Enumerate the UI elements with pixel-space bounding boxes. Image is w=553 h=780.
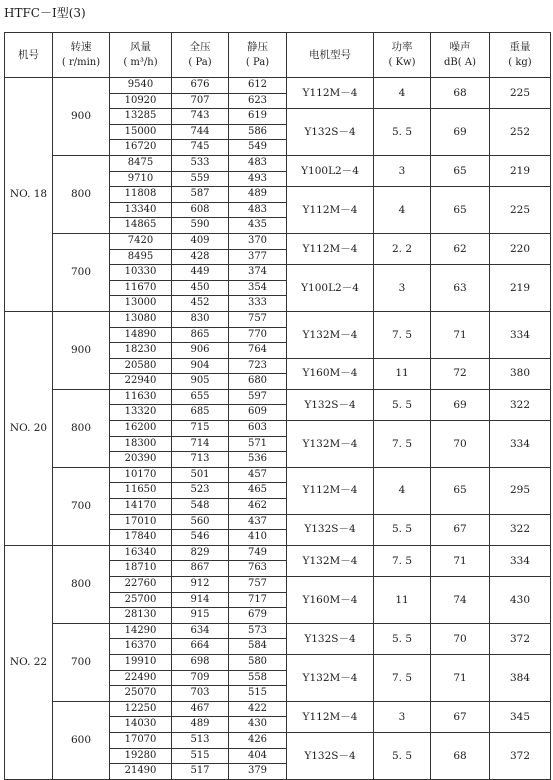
static-pressure-cell: 549 <box>229 140 287 156</box>
weight-cell: 372 <box>490 732 551 779</box>
speed-cell: 700 <box>53 467 110 545</box>
power-cell: 5. 5 <box>374 514 431 545</box>
static-pressure-cell: 749 <box>229 545 287 561</box>
total-pressure-cell: 587 <box>172 187 229 203</box>
noise-cell: 70 <box>431 421 490 468</box>
table-row <box>5 155 551 171</box>
weight-cell: 219 <box>490 265 551 312</box>
static-pressure-cell: 619 <box>229 109 287 125</box>
motor-model-cell: Y112M－4 <box>287 467 374 514</box>
flow-cell: 28130 <box>110 608 172 624</box>
weight-cell: 322 <box>490 514 551 545</box>
total-pressure-cell: 634 <box>172 623 229 639</box>
static-pressure-cell: 612 <box>229 78 287 94</box>
flow-cell: 14865 <box>110 218 172 234</box>
noise-cell: 71 <box>431 654 490 701</box>
total-pressure-cell: 914 <box>172 592 229 608</box>
flow-cell: 9710 <box>110 171 172 187</box>
flow-cell: 7420 <box>110 233 172 249</box>
power-cell: 5. 5 <box>374 732 431 779</box>
noise-cell: 69 <box>431 389 490 420</box>
flow-cell: 11650 <box>110 483 172 499</box>
static-pressure-cell: 462 <box>229 499 287 515</box>
motor-model-cell: Y100L2－4 <box>287 155 374 186</box>
flow-cell: 16370 <box>110 639 172 655</box>
total-pressure-cell: 449 <box>172 265 229 281</box>
flow-cell: 20390 <box>110 452 172 468</box>
header-machine: 机号 <box>5 33 53 78</box>
motor-model-cell: Y132M－4 <box>287 311 374 358</box>
motor-model-cell: Y160M－4 <box>287 358 374 389</box>
table-body <box>5 78 551 780</box>
noise-cell: 74 <box>431 577 490 624</box>
power-cell: 2. 2 <box>374 233 431 264</box>
motor-model-cell: Y112M－4 <box>287 701 374 732</box>
flow-cell: 20580 <box>110 358 172 374</box>
flow-cell: 16340 <box>110 545 172 561</box>
static-pressure-cell: 609 <box>229 405 287 421</box>
static-pressure-cell: 764 <box>229 343 287 359</box>
static-pressure-cell: 584 <box>229 639 287 655</box>
flow-cell: 18300 <box>110 436 172 452</box>
flow-cell: 14170 <box>110 499 172 515</box>
weight-cell: 225 <box>490 187 551 234</box>
static-pressure-cell: 603 <box>229 421 287 437</box>
weight-cell: 322 <box>490 389 551 420</box>
table-row <box>5 467 551 483</box>
static-pressure-cell: 680 <box>229 374 287 390</box>
motor-model-cell: Y100L2－4 <box>287 265 374 312</box>
motor-model-cell: Y160M－4 <box>287 577 374 624</box>
table-row <box>5 623 551 639</box>
flow-cell: 15000 <box>110 124 172 140</box>
weight-cell: 384 <box>490 654 551 701</box>
total-pressure-cell: 452 <box>172 296 229 312</box>
flow-cell: 19280 <box>110 748 172 764</box>
weight-cell: 219 <box>490 155 551 186</box>
power-cell: 5. 5 <box>374 389 431 420</box>
motor-model-cell: Y112M－4 <box>287 187 374 234</box>
static-pressure-cell: 558 <box>229 670 287 686</box>
total-pressure-cell: 685 <box>172 405 229 421</box>
header-motor-model: 电机型号 <box>287 33 374 78</box>
weight-cell: 334 <box>490 311 551 358</box>
power-cell: 3 <box>374 701 431 732</box>
total-pressure-cell: 865 <box>172 327 229 343</box>
static-pressure-cell: 377 <box>229 249 287 265</box>
power-cell: 5. 5 <box>374 623 431 654</box>
static-pressure-cell: 493 <box>229 171 287 187</box>
flow-cell: 18230 <box>110 343 172 359</box>
total-pressure-cell: 703 <box>172 686 229 702</box>
flow-cell: 11808 <box>110 187 172 203</box>
weight-cell: 345 <box>490 701 551 732</box>
total-pressure-cell: 743 <box>172 109 229 125</box>
total-pressure-cell: 904 <box>172 358 229 374</box>
weight-cell: 334 <box>490 545 551 576</box>
static-pressure-cell: 483 <box>229 155 287 171</box>
flow-cell: 14030 <box>110 717 172 733</box>
weight-cell: 372 <box>490 623 551 654</box>
header-speed: 转速 ( r/min) <box>53 33 110 78</box>
flow-cell: 18710 <box>110 561 172 577</box>
flow-cell: 17840 <box>110 530 172 546</box>
weight-cell: 430 <box>490 577 551 624</box>
power-cell: 7. 5 <box>374 311 431 358</box>
total-pressure-cell: 450 <box>172 280 229 296</box>
weight-cell: 295 <box>490 467 551 514</box>
flow-cell: 13000 <box>110 296 172 312</box>
static-pressure-cell: 379 <box>229 764 287 780</box>
total-pressure-cell: 515 <box>172 748 229 764</box>
total-pressure-cell: 912 <box>172 577 229 593</box>
static-pressure-cell: 536 <box>229 452 287 468</box>
speed-cell: 700 <box>53 623 110 701</box>
motor-model-cell: Y132M－4 <box>287 545 374 576</box>
flow-cell: 13320 <box>110 405 172 421</box>
static-pressure-cell: 333 <box>229 296 287 312</box>
noise-cell: 72 <box>431 358 490 389</box>
speed-cell: 800 <box>53 389 110 467</box>
header-flow: 风量 ( m³/h) <box>110 33 172 78</box>
total-pressure-cell: 676 <box>172 78 229 94</box>
weight-cell: 380 <box>490 358 551 389</box>
flow-cell: 8495 <box>110 249 172 265</box>
total-pressure-cell: 501 <box>172 467 229 483</box>
power-cell: 3 <box>374 155 431 186</box>
total-pressure-cell: 830 <box>172 311 229 327</box>
total-pressure-cell: 829 <box>172 545 229 561</box>
power-cell: 4 <box>374 187 431 234</box>
motor-model-cell: Y132S－4 <box>287 514 374 545</box>
static-pressure-cell: 573 <box>229 623 287 639</box>
static-pressure-cell: 354 <box>229 280 287 296</box>
total-pressure-cell: 428 <box>172 249 229 265</box>
static-pressure-cell: 435 <box>229 218 287 234</box>
power-cell: 5. 5 <box>374 109 431 156</box>
total-pressure-cell: 906 <box>172 343 229 359</box>
weight-cell: 252 <box>490 109 551 156</box>
flow-cell: 13285 <box>110 109 172 125</box>
static-pressure-cell: 770 <box>229 327 287 343</box>
table-row <box>5 233 551 249</box>
static-pressure-cell: 430 <box>229 717 287 733</box>
total-pressure-cell: 664 <box>172 639 229 655</box>
static-pressure-cell: 623 <box>229 93 287 109</box>
flow-cell: 22760 <box>110 577 172 593</box>
static-pressure-cell: 465 <box>229 483 287 499</box>
motor-model-cell: Y132S－4 <box>287 623 374 654</box>
power-cell: 3 <box>374 265 431 312</box>
noise-cell: 68 <box>431 732 490 779</box>
flow-cell: 12250 <box>110 701 172 717</box>
flow-cell: 11670 <box>110 280 172 296</box>
total-pressure-cell: 409 <box>172 233 229 249</box>
static-pressure-cell: 580 <box>229 654 287 670</box>
total-pressure-cell: 523 <box>172 483 229 499</box>
fan-spec-table <box>4 32 551 780</box>
flow-cell: 16200 <box>110 421 172 437</box>
total-pressure-cell: 546 <box>172 530 229 546</box>
machine-cell: NO. 20 <box>5 311 53 545</box>
noise-cell: 63 <box>431 265 490 312</box>
flow-cell: 21490 <box>110 764 172 780</box>
total-pressure-cell: 905 <box>172 374 229 390</box>
speed-cell: 800 <box>53 155 110 233</box>
total-pressure-cell: 608 <box>172 202 229 218</box>
flow-cell: 16720 <box>110 140 172 156</box>
flow-cell: 9540 <box>110 78 172 94</box>
total-pressure-cell: 590 <box>172 218 229 234</box>
motor-model-cell: Y132M－4 <box>287 654 374 701</box>
table-row <box>5 389 551 405</box>
static-pressure-cell: 370 <box>229 233 287 249</box>
noise-cell: 67 <box>431 701 490 732</box>
motor-model-cell: Y132S－4 <box>287 389 374 420</box>
total-pressure-cell: 533 <box>172 155 229 171</box>
static-pressure-cell: 571 <box>229 436 287 452</box>
noise-cell: 69 <box>431 109 490 156</box>
machine-cell: NO. 18 <box>5 78 53 312</box>
total-pressure-cell: 744 <box>172 124 229 140</box>
static-pressure-cell: 679 <box>229 608 287 624</box>
header-total-pressure: 全压 ( Pa) <box>172 33 229 78</box>
noise-cell: 65 <box>431 467 490 514</box>
total-pressure-cell: 709 <box>172 670 229 686</box>
flow-cell: 25070 <box>110 686 172 702</box>
total-pressure-cell: 548 <box>172 499 229 515</box>
total-pressure-cell: 867 <box>172 561 229 577</box>
speed-cell: 900 <box>53 78 110 156</box>
static-pressure-cell: 515 <box>229 686 287 702</box>
speed-cell: 700 <box>53 233 110 311</box>
total-pressure-cell: 655 <box>172 389 229 405</box>
flow-cell: 17010 <box>110 514 172 530</box>
flow-cell: 25700 <box>110 592 172 608</box>
total-pressure-cell: 713 <box>172 452 229 468</box>
flow-cell: 14890 <box>110 327 172 343</box>
weight-cell: 225 <box>490 78 551 109</box>
flow-cell: 14290 <box>110 623 172 639</box>
noise-cell: 65 <box>431 155 490 186</box>
total-pressure-cell: 517 <box>172 764 229 780</box>
noise-cell: 70 <box>431 623 490 654</box>
static-pressure-cell: 597 <box>229 389 287 405</box>
header-power: 功率 ( Kw) <box>374 33 431 78</box>
total-pressure-cell: 745 <box>172 140 229 156</box>
motor-model-cell: Y132S－4 <box>287 109 374 156</box>
flow-cell: 10170 <box>110 467 172 483</box>
noise-cell: 67 <box>431 514 490 545</box>
motor-model-cell: Y132S－4 <box>287 732 374 779</box>
power-cell: 4 <box>374 78 431 109</box>
table-row <box>5 78 551 94</box>
speed-cell: 900 <box>53 311 110 389</box>
total-pressure-cell: 467 <box>172 701 229 717</box>
flow-cell: 22490 <box>110 670 172 686</box>
table-row <box>5 311 551 327</box>
speed-cell: 800 <box>53 545 110 623</box>
motor-model-cell: Y112M－4 <box>287 233 374 264</box>
flow-cell: 8475 <box>110 155 172 171</box>
flow-cell: 13080 <box>110 311 172 327</box>
noise-cell: 71 <box>431 545 490 576</box>
header-noise: 噪声 dB( A) <box>431 33 490 78</box>
static-pressure-cell: 457 <box>229 467 287 483</box>
flow-cell: 17070 <box>110 732 172 748</box>
weight-cell: 220 <box>490 233 551 264</box>
static-pressure-cell: 586 <box>229 124 287 140</box>
total-pressure-cell: 560 <box>172 514 229 530</box>
static-pressure-cell: 757 <box>229 311 287 327</box>
power-cell: 7. 5 <box>374 545 431 576</box>
power-cell: 11 <box>374 577 431 624</box>
total-pressure-cell: 715 <box>172 421 229 437</box>
static-pressure-cell: 723 <box>229 358 287 374</box>
flow-cell: 19910 <box>110 654 172 670</box>
static-pressure-cell: 489 <box>229 187 287 203</box>
power-cell: 7. 5 <box>374 421 431 468</box>
motor-model-cell: Y132M－4 <box>287 421 374 468</box>
weight-cell: 334 <box>490 421 551 468</box>
power-cell: 11 <box>374 358 431 389</box>
total-pressure-cell: 559 <box>172 171 229 187</box>
static-pressure-cell: 763 <box>229 561 287 577</box>
power-cell: 4 <box>374 467 431 514</box>
table-row <box>5 545 551 561</box>
machine-cell: NO. 22 <box>5 545 53 779</box>
speed-cell: 600 <box>53 701 110 779</box>
flow-cell: 22940 <box>110 374 172 390</box>
flow-cell: 13340 <box>110 202 172 218</box>
static-pressure-cell: 422 <box>229 701 287 717</box>
motor-model-cell: Y112M－4 <box>287 78 374 109</box>
noise-cell: 68 <box>431 78 490 109</box>
header-row <box>5 33 551 78</box>
total-pressure-cell: 513 <box>172 732 229 748</box>
total-pressure-cell: 707 <box>172 93 229 109</box>
static-pressure-cell: 374 <box>229 265 287 281</box>
static-pressure-cell: 404 <box>229 748 287 764</box>
flow-cell: 11630 <box>110 389 172 405</box>
power-cell: 7. 5 <box>374 654 431 701</box>
static-pressure-cell: 757 <box>229 577 287 593</box>
flow-cell: 10920 <box>110 93 172 109</box>
header-static-pressure: 静压 ( Pa) <box>229 33 287 78</box>
header-weight: 重量 ( kg) <box>490 33 551 78</box>
table-title: HTFC－Ⅰ型(3) <box>4 6 86 20</box>
static-pressure-cell: 426 <box>229 732 287 748</box>
table-row <box>5 701 551 717</box>
flow-cell: 10330 <box>110 265 172 281</box>
total-pressure-cell: 489 <box>172 717 229 733</box>
static-pressure-cell: 437 <box>229 514 287 530</box>
static-pressure-cell: 410 <box>229 530 287 546</box>
total-pressure-cell: 714 <box>172 436 229 452</box>
noise-cell: 62 <box>431 233 490 264</box>
static-pressure-cell: 483 <box>229 202 287 218</box>
total-pressure-cell: 698 <box>172 654 229 670</box>
noise-cell: 65 <box>431 187 490 234</box>
total-pressure-cell: 915 <box>172 608 229 624</box>
static-pressure-cell: 717 <box>229 592 287 608</box>
noise-cell: 71 <box>431 311 490 358</box>
